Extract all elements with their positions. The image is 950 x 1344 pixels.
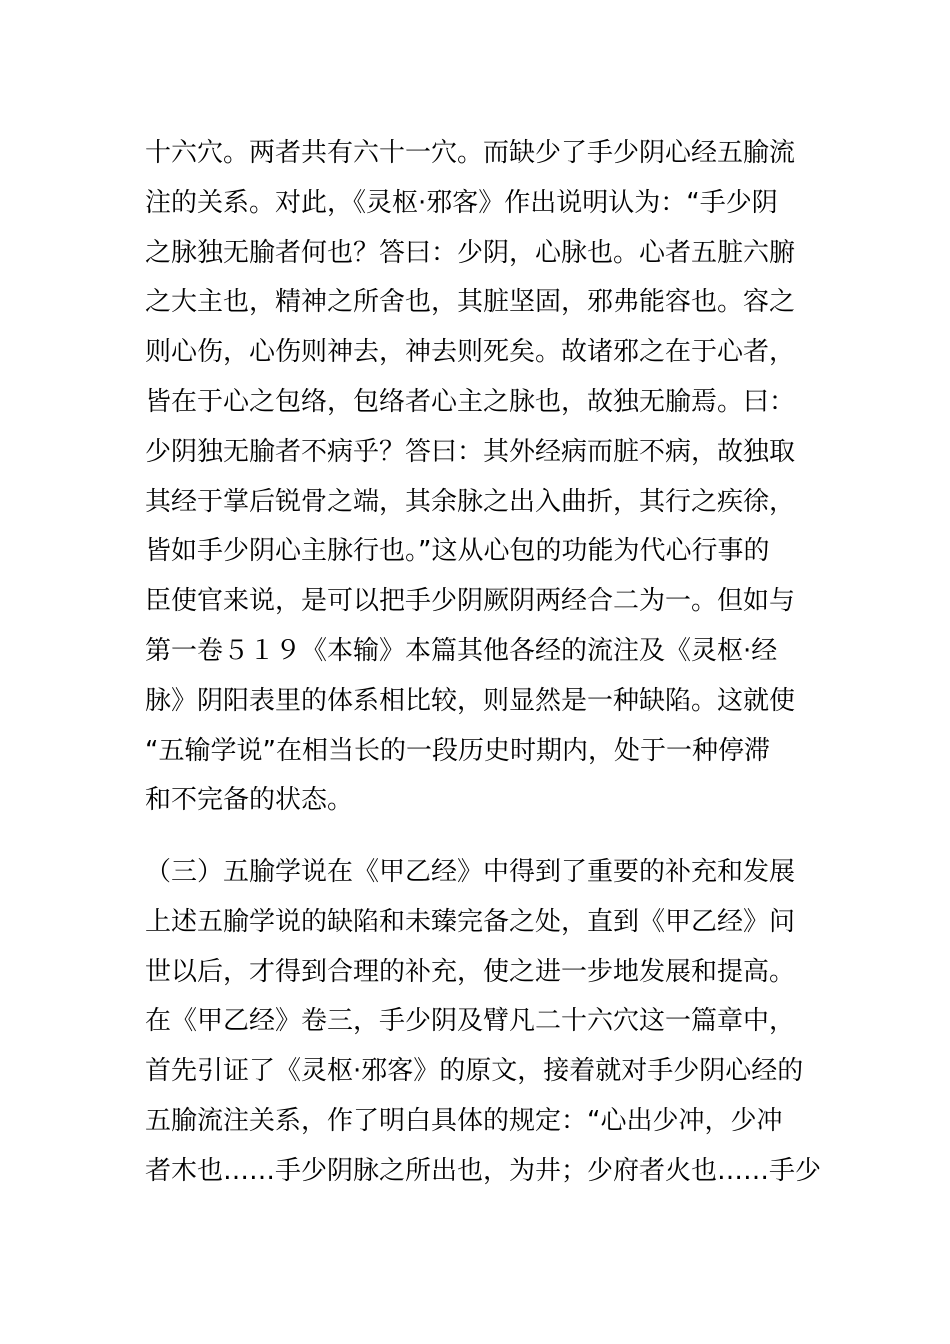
text-line: 上述五腧学说的缺陷和未臻完备之处，直到《甲乙经》问: [145, 906, 796, 937]
text-line: 第一卷５１９《本输》本篇其他各经的流注及《灵枢·经: [145, 635, 778, 666]
text-line: 脉》阴阳表里的体系相比较，则显然是一种缺陷。这就使: [145, 685, 796, 716]
text-line: 之大主也，精神之所舍也，其脏坚固，邪弗能容也。容之: [145, 287, 796, 318]
text-line: “五输学说”在相当长的一段历史时期内，处于一种停滞: [145, 735, 770, 766]
text-line: 其经于掌后锐骨之端，其余脉之出入曲折，其行之疾徐，: [145, 486, 796, 517]
text-line: 在《甲乙经》卷三，手少阴及臂凡二十六穴这一篇章中，: [145, 1006, 796, 1037]
text-line: 首先引证了《灵枢·邪客》的原文，接着就对手少阴心经的: [145, 1056, 804, 1087]
text-line: 五腧流注关系，作了明白具体的规定：“心出少冲，少冲: [145, 1105, 783, 1136]
text-line: 皆如手少阴心主脉行也。”这从心包的功能为代心行事的: [145, 536, 770, 567]
text-line: 和不完备的状态。: [145, 785, 354, 816]
text-line: 注的关系。对此，《灵枢·邪客》作出说明认为：“手少阴: [145, 187, 778, 218]
text-line: 少阴独无腧者不病乎？答曰：其外经病而脏不病，故独取: [145, 436, 796, 467]
text-line: 皆在于心之包络，包络者心主之脉也，故独无腧焉。曰：: [145, 386, 796, 417]
text-line: 则心伤，心伤则神去，神去则死矣。故诸邪之在于心者，: [145, 337, 796, 368]
text-line: 十六穴。两者共有六十一穴。而缺少了手少阴心经五腧流: [145, 138, 796, 168]
text-line: 者木也……手少阴脉之所出也，为井；少府者火也……手少: [145, 1155, 822, 1186]
text-line: 世以后，才得到合理的补充，使之进一步地发展和提高。: [145, 956, 796, 987]
section-heading: （三）五腧学说在《甲乙经》中得到了重要的补充和发展: [145, 857, 796, 887]
text-line: 之脉独无腧者何也？答曰：少阴，心脉也。心者五脏六腑: [145, 237, 796, 268]
text-line: 臣使官来说，是可以把手少阴厥阴两经合二为一。但如与: [145, 586, 796, 617]
paragraph-1: [145, 129, 805, 826]
paragraph-2: [145, 848, 822, 1197]
